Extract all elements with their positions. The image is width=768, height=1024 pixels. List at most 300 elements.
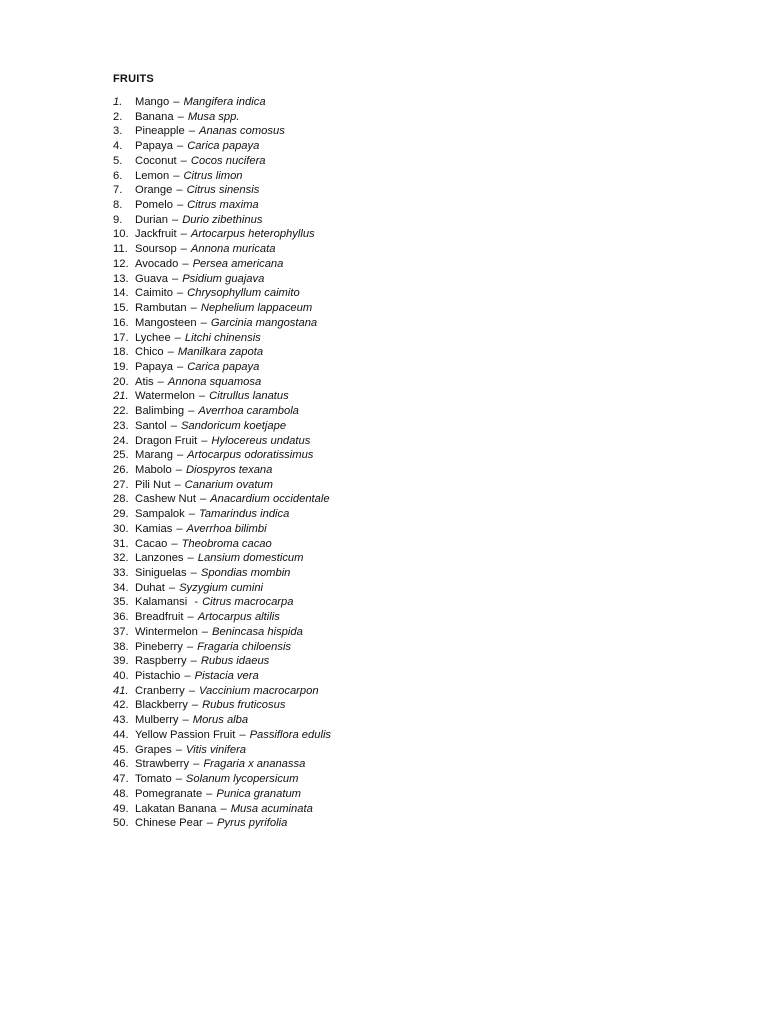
item-text (135, 434, 310, 449)
common-name: Lemon (135, 169, 170, 182)
common-name: Kamias (135, 522, 173, 535)
name-separator: – (174, 331, 181, 344)
common-name: Durian (135, 213, 168, 226)
list-item (113, 257, 331, 272)
name-separator: – (168, 581, 176, 594)
item-text (135, 316, 317, 331)
scientific-name: Artocarpus odoratissimus (187, 449, 314, 462)
name-separator: – (175, 743, 182, 756)
name-separator: – (201, 434, 208, 447)
fruit-list (113, 95, 331, 831)
common-name: Mangosteen (135, 316, 197, 329)
item-text (135, 640, 291, 655)
item-text (135, 610, 280, 625)
name-separator: - (194, 596, 199, 609)
item-text (135, 257, 283, 272)
scientific-name: Musa acuminata (230, 802, 313, 815)
list-item (113, 301, 331, 316)
item-number: 34. (113, 581, 129, 594)
item-text (135, 227, 315, 242)
list-item (113, 802, 331, 817)
item-number: 26. (113, 463, 129, 476)
list-item (113, 154, 331, 169)
item-text (135, 698, 285, 713)
common-name: Tomato (135, 773, 172, 786)
item-number: 22. (113, 405, 129, 418)
scientific-name: Citrus sinensis (186, 184, 260, 197)
item-text (135, 669, 259, 684)
list-item (113, 684, 331, 699)
name-separator: – (190, 655, 197, 668)
name-separator: – (198, 390, 206, 403)
list-item (113, 566, 331, 581)
scientific-name: Durio zibethinus (182, 213, 263, 226)
scientific-name: Rubus idaeus (200, 655, 270, 668)
item-text (135, 551, 303, 566)
item-number: 12. (113, 257, 129, 270)
common-name: Santol (135, 419, 167, 432)
scientific-name: Cocos nucifera (190, 154, 266, 167)
item-number: 42. (113, 699, 129, 712)
list-item (113, 227, 331, 242)
item-number: 7. (113, 184, 123, 197)
item-text (135, 198, 259, 213)
common-name: Duhat (135, 581, 165, 594)
item-number: 39. (113, 655, 129, 668)
common-name: Pineberry (135, 640, 183, 653)
item-number: 17. (113, 331, 129, 344)
scientific-name: Mangifera indica (183, 96, 266, 108)
list-item (113, 345, 331, 360)
item-text (135, 787, 301, 802)
item-text (135, 728, 331, 743)
list-item (113, 389, 331, 404)
name-separator: – (176, 199, 184, 212)
scientific-name: Benincasa hispida (212, 625, 303, 638)
common-name: Blackberry (135, 699, 188, 712)
item-text (135, 124, 285, 139)
item-text (135, 743, 246, 758)
item-number: 47. (113, 773, 129, 786)
name-separator: – (177, 110, 184, 123)
common-name: Balimbing (135, 405, 185, 418)
item-text (135, 625, 303, 640)
item-number: 16. (113, 316, 129, 329)
common-name: Lanzones (135, 552, 184, 565)
scientific-name: Sandoricum koetjape (180, 419, 287, 432)
common-name: Strawberry (135, 758, 190, 771)
item-text (135, 419, 286, 434)
item-text (135, 713, 248, 728)
item-text (135, 595, 293, 610)
item-number: 24. (113, 434, 129, 447)
common-name: Jackfruit (135, 228, 177, 241)
list-item (113, 787, 331, 802)
list-item (113, 213, 331, 228)
item-text (135, 757, 305, 772)
scientific-name: Carica papaya (187, 360, 260, 373)
item-number: 38. (113, 640, 129, 653)
list-item (113, 272, 331, 287)
item-number: 32. (113, 552, 129, 565)
common-name: Sampalok (135, 508, 185, 521)
common-name: Chico (135, 346, 164, 359)
scientific-name: Solanum lycopersicum (185, 773, 299, 786)
name-separator: – (173, 169, 180, 182)
scientific-name: Ananas comosus (199, 125, 285, 138)
common-name: Caimito (135, 287, 173, 300)
list-item (113, 95, 331, 110)
scientific-name: Fragaria chiloensis (197, 640, 292, 653)
scientific-name: Vitis vinifera (185, 743, 247, 756)
common-name: Dragon Fruit (135, 434, 198, 447)
list-item (113, 816, 331, 831)
item-number: 6. (113, 169, 123, 182)
item-number: 2. (113, 110, 123, 123)
name-separator: – (220, 802, 227, 815)
name-separator: – (176, 449, 184, 462)
item-number: 5. (113, 154, 123, 167)
item-text (135, 816, 287, 831)
item-number: 29. (113, 508, 129, 521)
item-text (135, 169, 243, 184)
common-name: Pistachio (135, 670, 181, 683)
common-name: Cacao (135, 537, 168, 550)
item-number: 30. (113, 522, 129, 535)
item-text (135, 507, 289, 522)
list-item (113, 743, 331, 758)
common-name: Yellow Passion Fruit (135, 728, 236, 741)
list-item (113, 698, 331, 713)
item-number: 31. (113, 537, 129, 550)
common-name: Orange (135, 184, 173, 197)
name-separator: – (175, 463, 182, 476)
item-text (135, 448, 313, 463)
common-name: Mango (135, 96, 170, 108)
list-item (113, 419, 331, 434)
item-text (135, 213, 262, 228)
name-separator: – (157, 375, 164, 388)
item-text (135, 139, 259, 154)
item-text (135, 242, 276, 257)
common-name: Pineapple (135, 125, 185, 138)
list-item (113, 757, 331, 772)
common-name: Papaya (135, 360, 173, 373)
name-separator: – (186, 640, 194, 653)
item-number: 10. (113, 228, 129, 241)
list-item (113, 669, 331, 684)
item-text (135, 684, 319, 699)
scientific-name: Garcinia mangostana (210, 316, 318, 329)
name-separator: – (201, 625, 209, 638)
common-name: Chinese Pear (135, 817, 203, 830)
scientific-name: Manilkara zapota (177, 346, 264, 359)
common-name: Mulberry (135, 714, 179, 727)
item-text (135, 463, 272, 478)
scientific-name: Carica papaya (187, 140, 260, 153)
common-name: Marang (135, 449, 173, 462)
scientific-name: Canarium ovatum (184, 478, 273, 491)
item-number: 23. (113, 419, 129, 432)
item-text (135, 654, 269, 669)
scientific-name: Passiflora edulis (249, 728, 332, 741)
list-item (113, 595, 331, 610)
item-text (135, 286, 300, 301)
name-separator: – (191, 699, 199, 712)
common-name: Lychee (135, 331, 171, 344)
list-item (113, 728, 331, 743)
common-name: Avocado (135, 257, 179, 270)
scientific-name: Citrus maxima (187, 199, 259, 212)
common-name: Papaya (135, 140, 173, 153)
common-name: Lakatan Banana (135, 802, 217, 815)
list-item (113, 772, 331, 787)
item-number: 45. (113, 743, 129, 756)
common-name: Pili Nut (135, 478, 171, 491)
scientific-name: Anacardium occidentale (210, 493, 330, 506)
common-name: Mabolo (135, 463, 172, 476)
common-name: Pomelo (135, 199, 173, 212)
common-name: Guava (135, 272, 168, 285)
scientific-name: Chrysophyllum caimito (187, 287, 300, 300)
list-item (113, 434, 331, 449)
name-separator: – (188, 684, 195, 697)
name-separator: – (239, 728, 246, 741)
list-item (113, 522, 331, 537)
item-text (135, 345, 263, 360)
item-number: 21. (113, 390, 129, 403)
name-separator: – (206, 787, 213, 800)
item-number: 40. (113, 670, 129, 683)
list-item (113, 139, 331, 154)
item-text (135, 272, 264, 287)
scientific-name: Psidium guajava (182, 272, 265, 285)
scientific-name: Litchi chinensis (184, 331, 261, 344)
name-separator: – (188, 405, 195, 418)
item-number: 25. (113, 449, 129, 462)
name-separator: – (176, 522, 183, 535)
list-item (113, 492, 331, 507)
name-separator: – (188, 125, 195, 138)
common-name: Raspberry (135, 655, 187, 668)
name-separator: – (190, 302, 197, 315)
item-text (135, 110, 239, 125)
name-separator: – (174, 478, 181, 491)
common-name: Banana (135, 110, 174, 123)
list-item (113, 360, 331, 375)
scientific-name: Averrhoa carambola (198, 405, 299, 418)
scientific-name: Hylocereus undatus (211, 434, 311, 447)
item-number: 13. (113, 272, 129, 285)
scientific-name: Annona muricata (190, 243, 276, 256)
list-item (113, 654, 331, 669)
scientific-name: Spondias mombin (200, 567, 291, 579)
name-separator: – (182, 257, 189, 270)
name-separator: – (173, 96, 180, 108)
item-text (135, 581, 263, 596)
scientific-name: Vaccinium macrocarpon (198, 684, 319, 697)
scientific-name: Citrullus lanatus (209, 390, 289, 403)
item-number: 28. (113, 493, 129, 506)
common-name: Cashew Nut (135, 493, 196, 506)
scientific-name: Rubus fruticosus (202, 699, 286, 712)
item-number: 4. (113, 140, 123, 153)
list-item (113, 478, 331, 493)
item-number: 19. (113, 360, 129, 373)
item-text (135, 772, 298, 787)
item-number: 27. (113, 478, 129, 491)
list-item (113, 581, 331, 596)
scientific-name: Averrhoa bilimbi (186, 522, 267, 535)
scientific-name: Persea americana (192, 257, 284, 270)
list-item (113, 404, 331, 419)
scientific-name: Lansium domesticum (197, 552, 304, 565)
name-separator: – (200, 316, 207, 329)
common-name: Atis (135, 375, 154, 388)
item-number: 41. (113, 684, 129, 697)
list-item (113, 537, 331, 552)
name-separator: – (187, 552, 194, 565)
item-text (135, 360, 259, 375)
item-text (135, 183, 259, 198)
name-separator: – (167, 346, 174, 359)
item-text (135, 154, 266, 169)
item-number: 33. (113, 567, 129, 579)
scientific-name: Pyrus pyrifolia (217, 817, 288, 830)
item-text (135, 537, 272, 552)
list-item (113, 448, 331, 463)
list-item (113, 110, 331, 125)
scientific-name: Citrus limon (183, 169, 243, 182)
common-name: Cranberry (135, 684, 185, 697)
common-name: Kalamansi (135, 596, 191, 609)
item-number: 48. (113, 787, 129, 800)
scientific-name: Musa spp. (187, 110, 240, 123)
common-name: Pomegranate (135, 787, 203, 800)
scientific-name: Artocarpus heterophyllus (190, 228, 315, 241)
scientific-name: Tamarindus indica (198, 508, 290, 521)
common-name: Breadfruit (135, 611, 184, 624)
scientific-name: Diospyros texana (185, 463, 273, 476)
name-separator: – (171, 272, 179, 285)
name-separator: – (176, 140, 184, 153)
list-item (113, 316, 331, 331)
item-number: 44. (113, 728, 129, 741)
scientific-name: Pistacia vera (194, 670, 259, 683)
name-separator: – (170, 419, 177, 432)
list-item (113, 551, 331, 566)
name-separator: – (187, 611, 194, 624)
item-text (135, 566, 290, 581)
item-number: 43. (113, 714, 129, 727)
list-item (113, 286, 331, 301)
item-text (135, 375, 261, 390)
list-item (113, 198, 331, 213)
name-separator: – (184, 670, 191, 683)
common-name: Rambutan (135, 302, 187, 315)
item-number: 49. (113, 802, 129, 815)
list-item (113, 610, 331, 625)
name-separator: – (180, 228, 187, 241)
scientific-name: Fragaria x ananassa (203, 758, 306, 771)
scientific-name: Punica granatum (216, 787, 301, 800)
list-item (113, 331, 331, 346)
item-text (135, 492, 330, 507)
common-name: Grapes (135, 743, 172, 756)
name-separator: – (188, 508, 195, 521)
item-text (135, 389, 289, 404)
item-number: 11. (113, 243, 128, 256)
item-text (135, 331, 261, 346)
item-text (135, 802, 313, 817)
scientific-name: Nephelium lappaceum (200, 302, 313, 315)
name-separator: – (171, 537, 178, 550)
item-number: 37. (113, 625, 129, 638)
common-name: Wintermelon (135, 625, 198, 638)
common-name: Coconut (135, 154, 177, 167)
item-number: 15. (113, 302, 129, 315)
name-separator: – (199, 493, 207, 506)
common-name: Watermelon (135, 390, 195, 403)
list-item (113, 463, 331, 478)
name-separator: – (193, 758, 200, 771)
common-name: Siniguelas (135, 567, 187, 579)
list-item (113, 242, 331, 257)
item-text (135, 478, 273, 493)
item-number: 18. (113, 346, 129, 359)
name-separator: – (206, 817, 214, 830)
item-number: 35. (113, 596, 129, 609)
name-separator: – (171, 213, 179, 226)
scientific-name: Citrus macrocarpa (202, 596, 294, 609)
list-item (113, 375, 331, 390)
scientific-name: Syzygium cumini (179, 581, 264, 594)
list-item (113, 169, 331, 184)
scientific-name: Theobroma cacao (181, 537, 272, 550)
item-number: 9. (113, 213, 123, 226)
item-number: 20. (113, 375, 129, 388)
item-text (135, 95, 266, 110)
list-item (113, 713, 331, 728)
item-text (135, 404, 299, 419)
name-separator: – (176, 184, 183, 197)
name-separator: – (176, 287, 184, 300)
item-text (135, 522, 267, 537)
item-number: 14. (113, 287, 129, 300)
list-item (113, 507, 331, 522)
scientific-name: Morus alba (192, 714, 249, 727)
list-item (113, 124, 331, 139)
scientific-name: Artocarpus altilis (197, 611, 280, 624)
scientific-name: Annona squamosa (167, 375, 262, 388)
name-separator: – (180, 243, 187, 256)
name-separator: – (180, 154, 187, 167)
item-text (135, 301, 312, 316)
document-title: FRUITS (113, 73, 154, 85)
common-name: Soursop (135, 243, 177, 256)
item-number: 46. (113, 758, 129, 771)
list-item (113, 625, 331, 640)
item-number: 36. (113, 611, 129, 624)
name-separator: – (175, 773, 182, 786)
list-item (113, 640, 331, 655)
list-item (113, 183, 331, 198)
name-separator: – (190, 567, 197, 579)
name-separator: – (176, 360, 184, 373)
item-number: 50. (113, 817, 129, 830)
item-number: 1. (113, 96, 123, 108)
name-separator: – (182, 714, 189, 727)
